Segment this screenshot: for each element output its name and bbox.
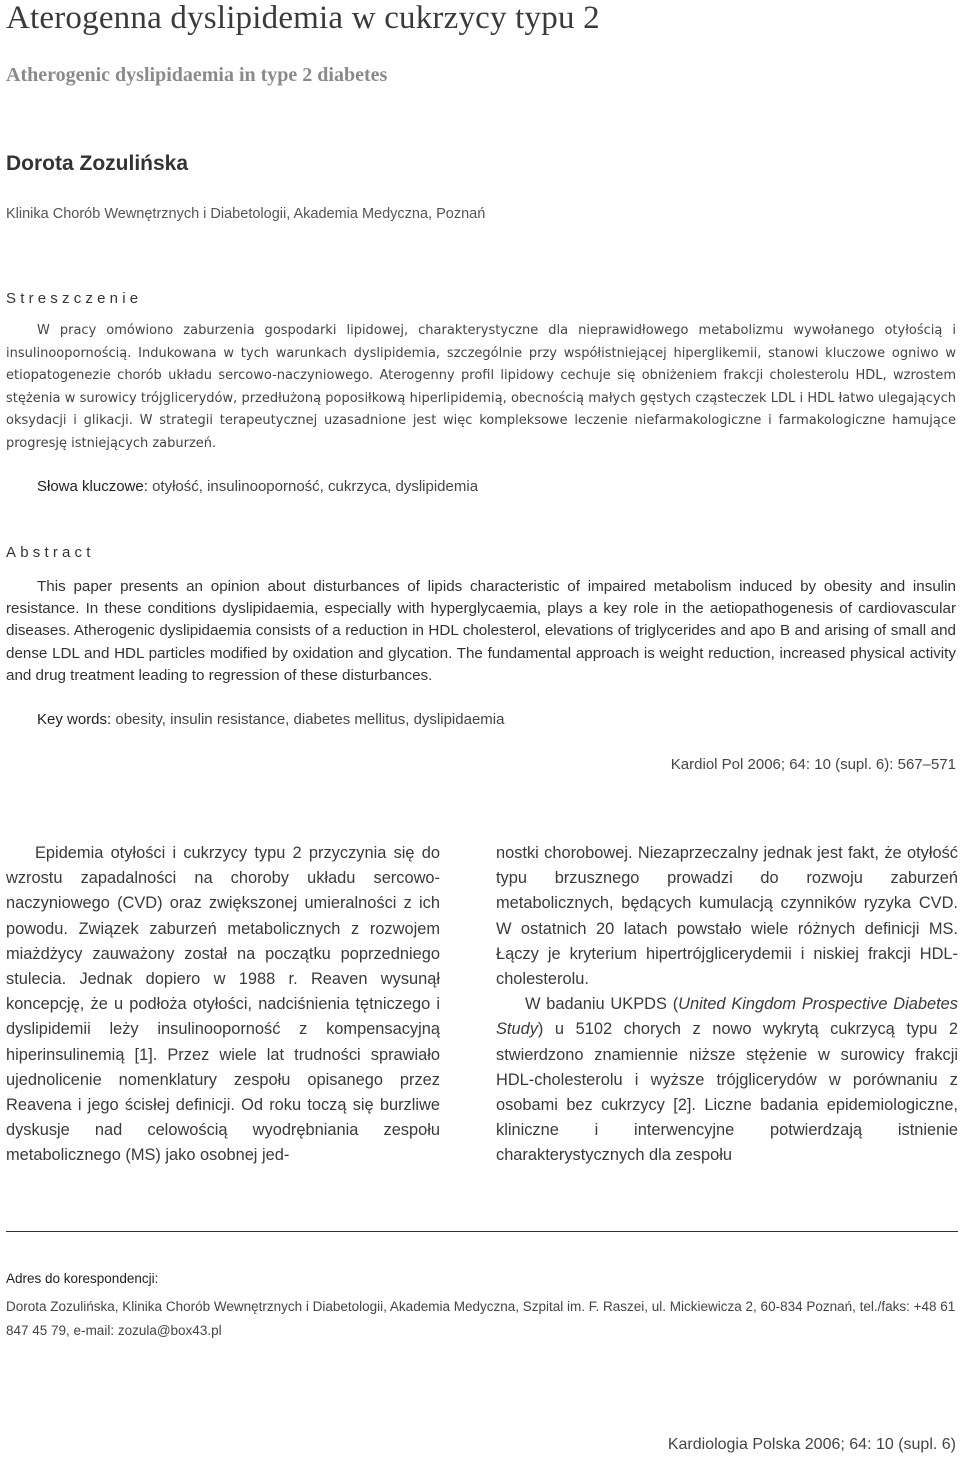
journal-footer: Kardiologia Polska 2006; 64: 10 (supl. 6)	[667, 1436, 956, 1453]
body-paragraph: Epidemia otyłości i cukrzycy typu 2 przyczynia się do wzrostu zapadalności na choroby układu sercowo-naczyniowego (CVD) oraz zwiększonej umieralności z ich powodu. Związek zaburzeń metabolicznych z rozwojem miażdżycy zauważony został na początku poprzedniego stulecia. Jednak dopiero w 1988 r. Reaven wysunął koncepcję, że u podłoża otyłości, nadciśnienia tętniczego i dyslipidemii leży insulinooporność z kompensacyjną hiperinsulinemią [1]. Przez wiele lat trudności sprawiało ujednolicenie nomenklatury zespołu opisanego przez Reavena i jego ścisłej definicji. Od roku toczą się burzliwe dyskusje nad celowością wyodrębniania zespołu metabolicznego (MS) jako osobnej jed-	[6, 844, 440, 1165]
body-text: ) u 5102 chorych z nowo wykrytą cukrzycą typu 2 stwierdzono znamiennie niższe stężenie w surowicy frakcji HDL-cholesterolu i wyższe trójglicerydów w porównaniu z osobami bez cukrzycy [2]. Liczne badania epidemiologiczne, kliniczne i interwencyjne potwierdzają istnienie charakterystycznych dla zespołu	[496, 1020, 958, 1165]
abstract-text: This paper presents an opinion about disturbances of lipids characteristic of impaired metabolism induced by obesity and insulin resistance. In these conditions dyslipidaemia, especially with hyperglycaemia, plays a key role in the aetiopathogenesis of cardiovascular diseases. Atherogenic dyslipidaemia consists of a reduction in HDL cholesterol, elevations of triglycerides and apo B and arising of small and dense LDL and HDL particles modified by oxidation and glycation. The fundamental approach is weight reduction, increased physical activity and drug treatment leading to regression of these disturbances.	[6, 578, 956, 684]
body-column-right	[496, 841, 958, 1169]
abstract-heading: Abstract	[6, 544, 95, 561]
article-subtitle: Atherogenic dyslipidaemia in type 2 diabetes	[6, 64, 388, 86]
citation: Kardiol Pol 2006; 64: 10 (supl. 6): 567–571	[670, 756, 956, 773]
body-paragraph: nostki chorobowej. Niezaprzeczalny jednak jest fakt, że otyłość typu brzusznego prowadzi do rozwoju zaburzeń metabolicznych, będących kumulacją czynników ryzyka CVD. W ostatnich 20 latach powstało wiele różnych definicji MS. Łączy je kryterium hipertrójglicerydemii i niskiej frakcji HDL-cholesterolu.	[496, 844, 958, 989]
author-affiliation: Klinika Chorób Wewnętrznych i Diabetologii, Akademia Medyczna, Poznań	[6, 206, 486, 222]
body-column-left	[6, 841, 440, 1169]
correspondence-text: Dorota Zozulińska, Klinika Chorób Wewnętrznych i Diabetologii, Akademia Medyczna, Szpital im. F. Raszei, ul. Mickiewicza 2, 60-834 Poznań, tel./faks: +48 61 847 45 79, e-mail: zozula@box43.pl	[6, 1299, 956, 1338]
correspondence-heading: Adres do korespondencji:	[6, 1271, 159, 1286]
streszczenie-text: W pracy omówiono zaburzenia gospodarki lipidowej, charakterystyczne dla nieprawidłowego metabolizmu wywołanego otyłością i insulinoopornością. Indukowana w tych warunkach dyslipidemia, szczególnie przy współistniejącej hiperglikemii, stanowi kluczowe ogniwo w etiopatogenezie chorób układu sercowo-naczyniowego. Aterogenny profil lipidowy cechuje się obniżeniem frakcji cholesterolu HDL, wzrostem stężenia w surowicy trójglicerydów, przedłużoną poposiłkową hiperlipidemią, obecnością małych gęstych cząsteczek LDL i HDL łatwo ulegających oksydacji i glikacji. W strategii terapeutycznej uzasadnione jest więc kompleksowe leczenie niefarmakologiczne i farmakologiczne hamujące progresję istniejących zaburzeń.	[6, 323, 956, 451]
streszczenie-heading: Streszczenie	[6, 290, 143, 307]
divider	[6, 1231, 958, 1232]
keywords-label-en: Key words:	[37, 711, 112, 728]
key-words	[37, 711, 504, 728]
article-title: Aterogenna dyslipidemia w cukrzycy typu 2	[6, 0, 600, 36]
body-text: W badaniu UKPDS (	[525, 995, 679, 1014]
body-paragraph	[496, 992, 958, 1168]
author-name: Dorota Zozulińska	[6, 152, 189, 175]
keywords-pl: otyłość, insulinooporność, cukrzyca, dyslipidemia	[152, 478, 479, 495]
slowa-kluczowe	[37, 478, 478, 495]
study-name: United Kingdom Prospective Diabetes Study	[496, 995, 958, 1039]
keywords-en: obesity, insulin resistance, diabetes mellitus, dyslipidaemia	[115, 711, 505, 728]
keywords-label-pl: Słowa kluczowe:	[37, 478, 148, 495]
